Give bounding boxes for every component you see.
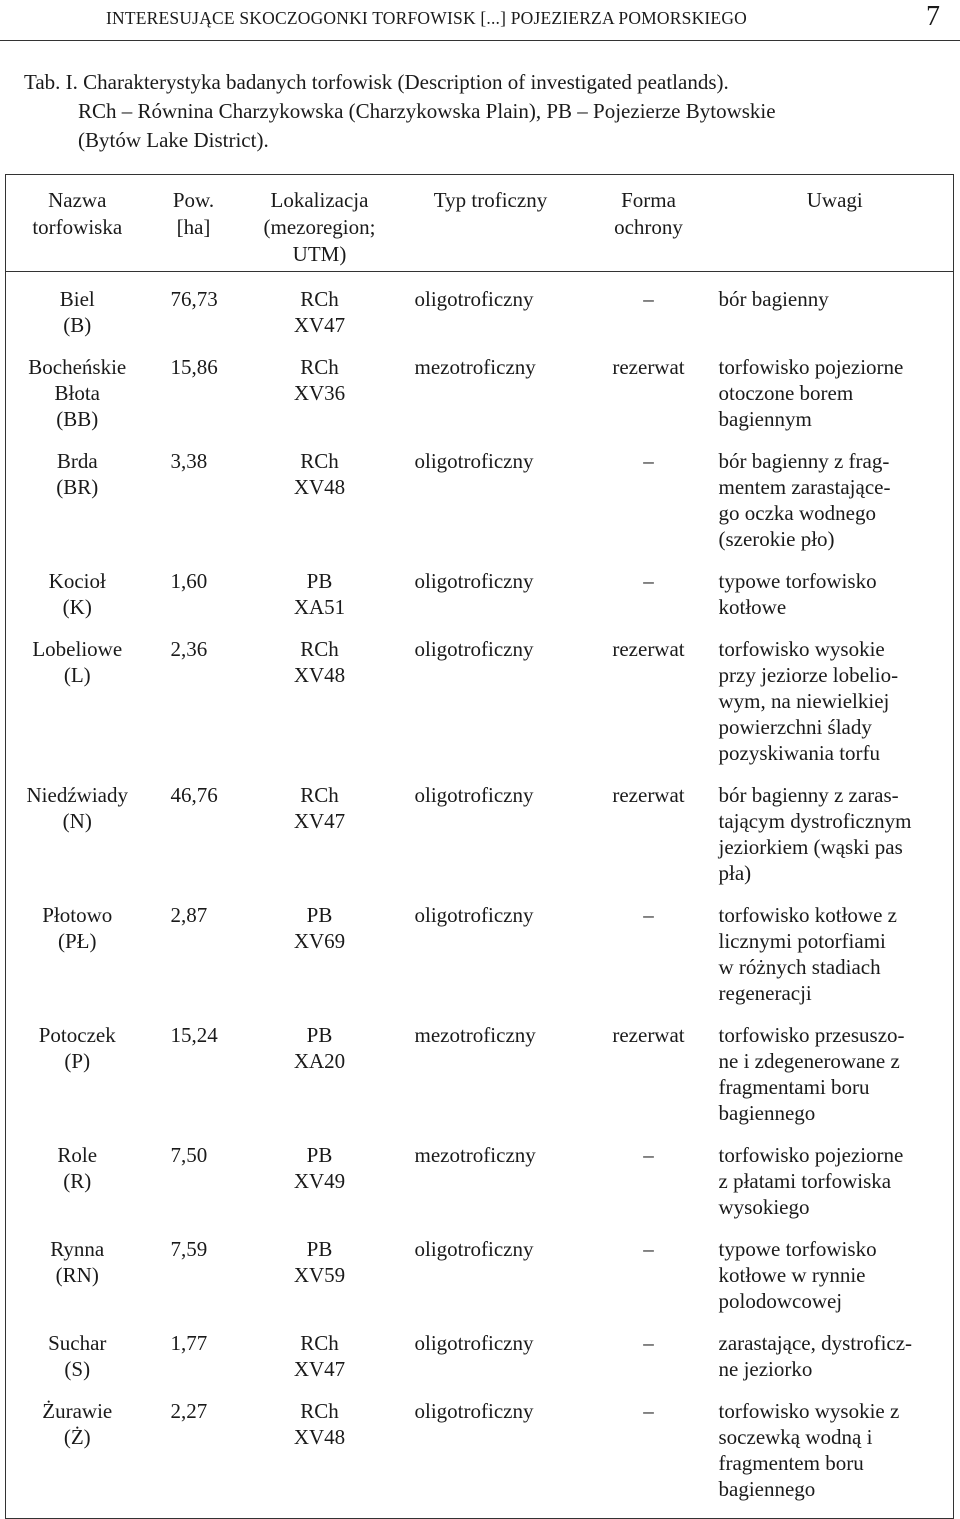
notes-line: kotłowe bbox=[718, 595, 787, 619]
notes-line: kotłowe w rynnie bbox=[718, 1263, 866, 1287]
cell-trophic-type: oligotroficzny bbox=[414, 569, 534, 593]
cell-trophic-type: mezotroficzny bbox=[414, 1143, 536, 1167]
header-location-line: UTM) bbox=[292, 242, 347, 266]
cell-peatland-name bbox=[6, 272, 149, 355]
location-line: XA51 bbox=[293, 595, 346, 619]
cell-protection-form: rezerwat bbox=[612, 783, 685, 807]
cell-notes bbox=[717, 1398, 954, 1519]
cell-peatland-name bbox=[6, 1398, 149, 1519]
notes-line: ne i zdegenerowane z bbox=[718, 1049, 900, 1073]
cell-location bbox=[239, 902, 401, 1022]
notes-line: fragmentem boru bbox=[718, 1451, 864, 1475]
cell-notes bbox=[717, 448, 954, 568]
location-line: RCh bbox=[300, 637, 339, 661]
notes-line: w różnych stadiach bbox=[718, 955, 881, 979]
header-protection-line: ochrony bbox=[614, 215, 683, 239]
location-line: XV48 bbox=[293, 663, 346, 687]
notes-line: bagiennym bbox=[718, 407, 812, 431]
cell-notes bbox=[717, 568, 954, 636]
cell-area: 1,60 bbox=[170, 569, 208, 593]
cell-location bbox=[239, 354, 401, 448]
notes-line: bagiennego bbox=[718, 1477, 816, 1501]
notes-line: pozyskiwania torfu bbox=[718, 741, 881, 765]
table-row bbox=[6, 1236, 954, 1330]
peatland-name-line: Niedźwiady bbox=[26, 783, 128, 807]
running-title: INTERESUJĄCE SKOCZOGONKI TORFOWISK [...] POJEZIERZA POMORSKIEGO bbox=[106, 8, 748, 28]
cell-location bbox=[239, 1142, 401, 1236]
notes-line: torfowisko pojeziorne bbox=[718, 355, 904, 379]
peatland-name-line: Rynna bbox=[50, 1237, 105, 1261]
notes-line: torfowisko pojeziorne bbox=[718, 1143, 904, 1167]
peatland-name-line: (P) bbox=[64, 1049, 91, 1073]
caption-line-3: (Bytów Lake District). bbox=[78, 128, 269, 152]
cell-area: 2,87 bbox=[170, 903, 208, 927]
header-protection-line: Forma bbox=[621, 188, 676, 212]
location-line: RCh bbox=[300, 449, 339, 473]
cell-trophic-type: oligotroficzny bbox=[414, 903, 534, 927]
header-notes-line: Uwagi bbox=[806, 188, 863, 212]
notes-line: mentem zarastające- bbox=[718, 475, 891, 499]
cell-peatland-name bbox=[6, 636, 149, 782]
table-row bbox=[6, 1330, 954, 1398]
table-caption bbox=[24, 68, 944, 155]
notes-line: jeziorkiem (wąski pas bbox=[718, 835, 903, 859]
cell-notes bbox=[717, 1236, 954, 1330]
table-row bbox=[6, 272, 954, 355]
header-location-line: Lokalizacja bbox=[270, 188, 369, 212]
cell-area: 2,27 bbox=[170, 1399, 208, 1423]
cell-protection-form: – bbox=[643, 569, 654, 593]
peatland-name-line: Brda bbox=[56, 449, 98, 473]
notes-line: bór bagienny z zaras- bbox=[718, 783, 899, 807]
table-body bbox=[6, 272, 954, 1519]
cell-protection-form: – bbox=[643, 1143, 654, 1167]
caption-line-1: Tab. I. Charakterystyka badanych torfowisk (Description of investigated peatlands). bbox=[24, 70, 729, 94]
cell-protection-form: – bbox=[643, 1399, 654, 1423]
table-row bbox=[6, 1142, 954, 1236]
cell-location bbox=[239, 1398, 401, 1519]
cell-trophic-type: oligotroficzny bbox=[414, 287, 534, 311]
cell-location bbox=[239, 568, 401, 636]
header-area-line: Pow. bbox=[172, 188, 215, 212]
cell-location bbox=[239, 782, 401, 902]
peatland-name-line: Biel bbox=[59, 287, 95, 311]
peatland-name-line: (Ż) bbox=[63, 1425, 91, 1449]
peatland-name-line: Kocioł bbox=[48, 569, 106, 593]
location-line: XV47 bbox=[293, 313, 346, 337]
location-line: PB bbox=[306, 1143, 333, 1167]
peatland-name-line: (N) bbox=[62, 809, 92, 833]
location-line: RCh bbox=[300, 1399, 339, 1423]
header-trophic-line: Typ troficzny bbox=[433, 188, 548, 212]
peatland-name-line: (BR) bbox=[56, 475, 99, 499]
cell-trophic-type: oligotroficzny bbox=[414, 449, 534, 473]
cell-peatland-name bbox=[6, 1142, 149, 1236]
header-area-line: [ha] bbox=[176, 215, 211, 239]
location-line: RCh bbox=[300, 1331, 339, 1355]
notes-line: ne jeziorko bbox=[718, 1357, 813, 1381]
peatland-name-line: Błota bbox=[54, 381, 100, 405]
notes-line: regeneracji bbox=[718, 981, 812, 1005]
header-protection-form bbox=[581, 175, 717, 272]
location-line: XV69 bbox=[293, 929, 346, 953]
table-row bbox=[6, 636, 954, 782]
notes-line: bagiennego bbox=[718, 1101, 816, 1125]
peatland-name-line: (BB) bbox=[56, 407, 99, 431]
cell-peatland-name bbox=[6, 568, 149, 636]
table-row bbox=[6, 448, 954, 568]
cell-protection-form: – bbox=[643, 1237, 654, 1261]
cell-peatland-name bbox=[6, 1236, 149, 1330]
cell-peatland-name bbox=[6, 902, 149, 1022]
notes-line: licznymi potorfiami bbox=[718, 929, 886, 953]
header-location-line: (mezoregion; bbox=[263, 215, 376, 239]
peatland-name-line: (RN) bbox=[55, 1263, 99, 1287]
notes-line: bór bagienny bbox=[718, 287, 829, 311]
notes-line: tającym dystroficznym bbox=[718, 809, 912, 833]
header-name-line: torfowiska bbox=[32, 215, 123, 239]
cell-notes bbox=[717, 782, 954, 902]
notes-line: pła) bbox=[718, 861, 752, 885]
location-line: XV48 bbox=[293, 1425, 346, 1449]
peatland-name-line: Lobeliowe bbox=[32, 637, 123, 661]
cell-notes bbox=[717, 636, 954, 782]
table-row bbox=[6, 354, 954, 448]
peatland-name-line: (L) bbox=[63, 663, 91, 687]
location-line: XV48 bbox=[293, 475, 346, 499]
header-location bbox=[239, 175, 401, 272]
notes-line: torfowisko wysokie z bbox=[718, 1399, 900, 1423]
location-line: PB bbox=[306, 1023, 333, 1047]
cell-area: 2,36 bbox=[170, 637, 208, 661]
table-row bbox=[6, 902, 954, 1022]
header-area bbox=[149, 175, 239, 272]
cell-trophic-type: oligotroficzny bbox=[414, 1399, 534, 1423]
peatland-name-line: (S) bbox=[64, 1357, 91, 1381]
location-line: XA20 bbox=[293, 1049, 346, 1073]
location-line: RCh bbox=[300, 355, 339, 379]
header-name-line: Nazwa bbox=[48, 188, 107, 212]
location-line: XV49 bbox=[293, 1169, 346, 1193]
cell-peatland-name bbox=[6, 1330, 149, 1398]
cell-area: 7,50 bbox=[170, 1143, 208, 1167]
peatland-name-line: Role bbox=[57, 1143, 98, 1167]
cell-protection-form: – bbox=[643, 449, 654, 473]
cell-notes bbox=[717, 354, 954, 448]
table-row bbox=[6, 1022, 954, 1142]
location-line: RCh bbox=[300, 783, 339, 807]
cell-notes bbox=[717, 272, 954, 355]
notes-line: z płatami torfowiska bbox=[718, 1169, 892, 1193]
table-row bbox=[6, 1398, 954, 1519]
cell-trophic-type: oligotroficzny bbox=[414, 783, 534, 807]
peatland-name-line: Żurawie bbox=[42, 1399, 113, 1423]
header-trophic-type bbox=[401, 175, 581, 272]
cell-trophic-type: mezotroficzny bbox=[414, 355, 536, 379]
table-row bbox=[6, 568, 954, 636]
cell-peatland-name bbox=[6, 448, 149, 568]
location-line: XV47 bbox=[293, 1357, 346, 1381]
table-header-row bbox=[6, 175, 954, 272]
cell-notes bbox=[717, 1142, 954, 1236]
notes-line: powierzchni ślady bbox=[718, 715, 872, 739]
cell-area: 3,38 bbox=[170, 449, 208, 473]
cell-protection-form: – bbox=[643, 287, 654, 311]
location-line: XV36 bbox=[293, 381, 346, 405]
notes-line: wym, na niewielkiej bbox=[718, 689, 890, 713]
location-line: PB bbox=[306, 1237, 333, 1261]
cell-location bbox=[239, 1330, 401, 1398]
notes-line: torfowisko kotłowe z bbox=[718, 903, 897, 927]
cell-area: 76,73 bbox=[170, 287, 218, 311]
cell-area: 7,59 bbox=[170, 1237, 208, 1261]
cell-notes bbox=[717, 1330, 954, 1398]
notes-line: wysokiego bbox=[718, 1195, 810, 1219]
notes-line: (szerokie pło) bbox=[718, 527, 835, 551]
cell-protection-form: rezerwat bbox=[612, 1023, 685, 1047]
cell-trophic-type: mezotroficzny bbox=[414, 1023, 536, 1047]
cell-area: 1,77 bbox=[170, 1331, 208, 1355]
page-number: 7 bbox=[926, 1, 940, 32]
notes-line: fragmentami boru bbox=[718, 1075, 870, 1099]
location-line: PB bbox=[306, 903, 333, 927]
notes-line: typowe torfowisko bbox=[718, 569, 877, 593]
peatland-name-line: Płotowo bbox=[42, 903, 113, 927]
peatland-name-line: (B) bbox=[63, 313, 92, 337]
notes-line: typowe torfowisko bbox=[718, 1237, 877, 1261]
cell-trophic-type: oligotroficzny bbox=[414, 1237, 534, 1261]
running-header bbox=[0, 0, 960, 41]
location-line: RCh bbox=[300, 287, 339, 311]
header-name bbox=[6, 175, 149, 272]
peatland-name-line: Potoczek bbox=[38, 1023, 116, 1047]
notes-line: polodowcowej bbox=[718, 1289, 843, 1313]
peatland-name-line: (R) bbox=[63, 1169, 92, 1193]
cell-location bbox=[239, 1022, 401, 1142]
cell-protection-form: – bbox=[643, 903, 654, 927]
caption-line-2: RCh – Równina Charzykowska (Charzykowska Plain), PB – Pojezierze Bytowskie bbox=[78, 99, 776, 123]
peatland-name-line: (K) bbox=[62, 595, 92, 619]
notes-line: zarastające, dystroficz- bbox=[718, 1331, 913, 1355]
location-line: PB bbox=[306, 569, 333, 593]
cell-location bbox=[239, 636, 401, 782]
location-line: XV59 bbox=[293, 1263, 346, 1287]
notes-line: torfowisko przesuszo- bbox=[718, 1023, 905, 1047]
cell-notes bbox=[717, 902, 954, 1022]
peatland-name-line: (PŁ) bbox=[58, 929, 97, 953]
cell-trophic-type: oligotroficzny bbox=[414, 637, 534, 661]
location-line: XV47 bbox=[293, 809, 346, 833]
cell-protection-form: rezerwat bbox=[612, 355, 685, 379]
cell-area: 15,24 bbox=[170, 1023, 218, 1047]
cell-trophic-type: oligotroficzny bbox=[414, 1331, 534, 1355]
cell-location bbox=[239, 448, 401, 568]
cell-protection-form: rezerwat bbox=[612, 637, 685, 661]
cell-area: 46,76 bbox=[170, 783, 218, 807]
cell-protection-form: – bbox=[643, 1331, 654, 1355]
cell-peatland-name bbox=[6, 354, 149, 448]
notes-line: przy jeziorze lobelio- bbox=[718, 663, 899, 687]
table-row bbox=[6, 782, 954, 902]
cell-location bbox=[239, 1236, 401, 1330]
cell-location bbox=[239, 272, 401, 355]
notes-line: soczewką wodną i bbox=[718, 1425, 873, 1449]
peatland-name-line: Bocheńskie bbox=[28, 355, 127, 379]
notes-line: torfowisko wysokie bbox=[718, 637, 885, 661]
notes-line: otoczone borem bbox=[718, 381, 854, 405]
cell-notes bbox=[717, 1022, 954, 1142]
cell-area: 15,86 bbox=[170, 355, 218, 379]
cell-peatland-name bbox=[6, 1022, 149, 1142]
peatland-name-line: Suchar bbox=[48, 1331, 107, 1355]
cell-peatland-name bbox=[6, 782, 149, 902]
header-notes bbox=[717, 175, 954, 272]
notes-line: bór bagienny z frag- bbox=[718, 449, 890, 473]
notes-line: go oczka wodnego bbox=[718, 501, 876, 525]
peatlands-table bbox=[5, 174, 954, 1519]
